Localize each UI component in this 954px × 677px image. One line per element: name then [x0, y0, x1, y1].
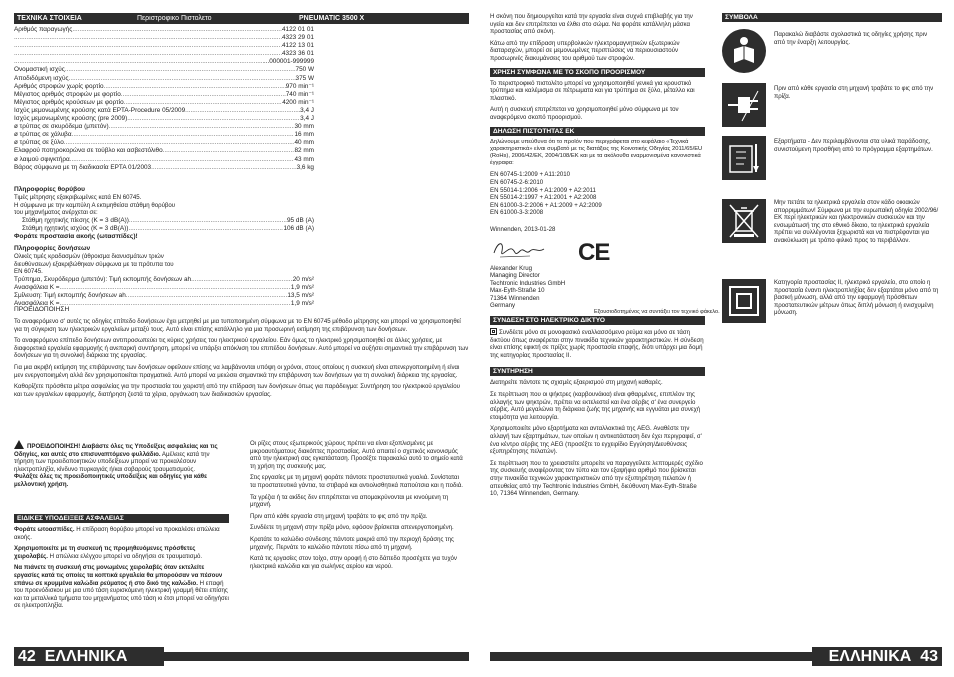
left-footer-label	[14, 647, 164, 666]
signature-icon	[490, 237, 550, 263]
spec-value: 30 mm	[294, 123, 314, 131]
symbol-weee	[722, 199, 942, 271]
spec-row	[14, 107, 314, 115]
intended-use-text: Αυτή η συσκευή επιτρέπεται να χρησιμοποιηθεί μόνο σύμφωνα με τον αναφερόμενο σκοπό προορισμού.	[490, 106, 679, 121]
page-number-left: 42	[18, 648, 36, 665]
spec-label: Ονομαστική ισχύς	[14, 66, 65, 74]
spec-row	[14, 99, 314, 107]
read-manual-icon	[722, 29, 766, 73]
spec-value: 740 min⁻¹	[285, 90, 314, 98]
right-column-1	[490, 13, 720, 498]
safety-warning-text: Αμέλειες κατά την τήρηση των προειδοποιητικών υποδείξεων μπορεί να προκαλέσουν ηλεκτροπληξία, κίνδυνο πυρκαγιάς ή/και σοβαρούς τραυματισμούς.	[14, 450, 210, 473]
safety-para: Κρατάτε το καλώδιο σύνδεσης πάντοτε μακριά από την περιοχή δράσης της μηχανής. Περνάτε το καλώδιο πάντοτε πίσω από τη μηχανή.	[250, 535, 454, 551]
leader-dots	[14, 50, 282, 58]
company-city: 71364 Winnenden	[490, 294, 540, 302]
ear-protection-note: Φοράτε προστασία ακοής (ωτασπίδες)!	[14, 233, 138, 241]
spec-label: ø τρύπας σε σκυρόδεμα (μπετόν)	[14, 123, 109, 131]
maintenance-header: ΣΥΝΤΗΡΗΣΗ	[490, 367, 705, 376]
spec-value: 4200 min⁻¹	[282, 98, 314, 106]
leader-dots	[121, 91, 286, 99]
spec-value: 4122 13 01	[282, 42, 314, 50]
insulated-grip-text: Η επαφή του προενόδισκου με μια υπό τάση ευρισκόμενη ηλεκτρική γραμμή θέτει επίσης και τα μεταλλικά τμήματα του μηχανήματος υπό τάση κι έτσι μπορεί να οδηγήσει σε ηλεκτροπληξία.	[14, 579, 229, 610]
declaration-place-date: Winnenden, 2013-01-28	[490, 225, 556, 233]
signer-title: Managing Director	[490, 272, 540, 280]
noise-title: Πληροφορίες θορύβου	[14, 186, 86, 193]
standards-list	[490, 171, 705, 217]
unplug-text: Πριν από κάθε εργασία στη μηχανή τραβάτε το φις από την πρίζα.	[774, 85, 934, 100]
page-number-right: 43	[920, 648, 938, 665]
safety-para: Τα γρέζια ή τα ακίδες δεν επιτρέπεται να απομακρύνονται με κινούμενη τη μηχανή.	[250, 493, 449, 509]
company-country: Germany	[490, 302, 516, 310]
safety-para: Κατά τις εργασίες στον τοίχο, στην οροφή ή στο δάπεδο προσέχετε για τυχόν ηλεκτρικά καλώδια και για σωλήνες αερίου και νερού.	[250, 555, 457, 570]
leader-dots	[14, 34, 282, 42]
noise-section	[14, 186, 314, 241]
leader-dots	[163, 147, 295, 155]
spec-table	[14, 26, 314, 172]
spec-label: Ισχύς μεμονωμένης κρούσης κατά EPTA-Procedure 05/2009	[14, 106, 186, 114]
leader-dots	[124, 99, 283, 107]
spec-label: Μέγιστος αριθμός κρούσεων με φορτίο	[14, 98, 124, 106]
safety-para: Πριν από κάθε εργασία στη μηχανή τραβάτε το φις από την πρίζα.	[250, 512, 428, 520]
spec-value: 4122 01 01	[282, 26, 314, 33]
spec-label: Μέγιστος αριθμός στροφών με φορτίο	[14, 90, 121, 98]
authorized-note: Εξουσιοδοτημένος να συντάξει τον τεχνικό φάκελο.	[594, 309, 720, 315]
spec-value: ...000001-999999	[263, 58, 314, 66]
spec-row	[14, 26, 314, 34]
spec-value: 20 m/s²	[292, 275, 314, 283]
standard-item: EN 55014-1:2006 + A1:2009 + A2:2011	[490, 186, 596, 194]
spec-value: 3,4 J	[300, 106, 314, 114]
safety-keep-instructions: Φυλάξτε όλες τις προειδοποιητικές υποδείξεις και οδηγίες για κάθε μελλοντική χρήση.	[14, 473, 207, 488]
spec-row	[14, 115, 314, 123]
leader-dots	[104, 83, 286, 91]
intended-use-text: Το περιστροφικό πιστολέτο μπορεί να χρησιμοποιηθεί γενικά για κρουστικό τρύπημα και καλέμισμα σε πέτρωματα και για τρύπημα σε ξύλο, μέταλλο και πλαστικό.	[490, 79, 695, 102]
ce-declaration-text: Δηλώνουμε υπεύθυνα ότι το προϊόν που περιγράφεται στο κεφάλαιο «Τεχνικά χαρακτηριστικά» είναι συμβατό με τις διατάξεις της Κοινοτικής Οδηγίας 2011/65/EU (RoHs), 2006/42/EK, 2004/108/EK και με τα ακόλουθα εναρμονισμένα κανονιστικά έγγραφα:	[490, 138, 703, 167]
standard-item: EN 55014-2:1997 + A1:2001 + A2:2008	[490, 194, 597, 202]
safety-warning-block	[14, 440, 229, 489]
ce-mark-icon: CE	[578, 238, 610, 266]
warning-para: Το αναφερόμενο επίπεδο δονήσεων αντιπροσωπεύει τις κύριες χρήσεις του ηλεκτρικού εργαλείου. Εάν όμως το ηλεκτρικό χρησιμοποιηθεί σε άλλες χρήσεις, με διαφορετικά εργαλεία εφαρμογής ή ανεπαρκή συντήρηση, μπορεί να υπάρξει απόκλιση του επιπέδου δονήσεων. Αυτό μπορεί να αυξήσει σημαντικά την επιβάρυνση των δονήσεων για τη συνολική διάρκεια της εργασίας.	[14, 337, 469, 360]
safety-warning-bold: ΠΡΟΕΙΔΟΠΟΙΗΣΗ! Διαβάστε όλες τις Υποδείξεις ασφαλείας και τις Οδηγίες, και αυτές στο επισυναπτόμενο φυλλάδιο.	[14, 443, 218, 458]
spec-label: Ελαφρού ποτηροκορώνα σε τούβλο και ασβεστόλιθο	[14, 147, 163, 155]
spec-row	[14, 276, 314, 284]
vibration-title: Πληροφορίες δονήσεων	[14, 245, 91, 252]
spec-row	[14, 42, 314, 50]
spec-value: 43 mm	[294, 155, 314, 163]
mains-text	[490, 328, 705, 359]
spec-label: Τρύπημα, Σκυρόδερμα (μπετόν): Τιμή εκπομπής δονήσεων ah	[14, 275, 192, 283]
spec-row	[14, 164, 314, 172]
spec-label: Αριθμός παραγωγής	[14, 26, 73, 33]
maintenance-text: Σε περίπτωση που οι ψήκτρες (καρβουνάκια) είναι φθαρμένες, επιπλέον της αλλαγής των ψηκτρών, πρέπει να εκτελεστεί και ένα σέρβις σ' ένα συνεργείο σέρβις. Αυτό μεγαλώνει τη διάρκεια ζωής της μηχανής και εγγυάται μια συνεχή ετοιμότητα για λειτουργία.	[490, 391, 701, 421]
symbol-read-manual	[722, 29, 942, 79]
noise-text-1: Τιμές μέτρησης εξακριβωμένες κατά ΕΝ 60745.	[14, 194, 142, 202]
special-safety-list	[14, 526, 229, 610]
symbol-accessory	[722, 136, 942, 186]
mains-text-body: Συνδέετε μόνο σε μονοφασικό εναλλασσόμενο ρεύμα και μόνο σε τάση δικτύου όπως αναφέρεται στην πινακίδα τεχνικών χαρακτηριστικών. Η σύνδεση είναι επίσης εφικτή σε πρίζες χωρίς προστασία επαφής, διότι υπάρχει μια δομή της κατηγορίας προστασίας II.	[490, 329, 704, 359]
leader-dots	[127, 115, 300, 123]
leader-dots	[60, 300, 291, 308]
leader-dots	[72, 26, 282, 34]
hearing-protection-bold: Φοράτε ωτοασπίδες.	[14, 526, 75, 533]
leader-dots	[72, 131, 295, 139]
mains-header: ΣΥΝΔΕΣΗ ΣΤΟ ΗΛΕΚΤΡΙΚΟ ΔΙΚΤΥΟ	[490, 316, 705, 325]
spec-label: ø λαιμού σφιγκτήρα	[14, 155, 70, 163]
spec-value: 3,4 J	[300, 115, 314, 123]
spec-label: Στάθμη ηχητικής ισχύος (K = 3 dB(A))	[22, 224, 129, 232]
spec-label: Βάρος σύμφωνα με τη διαδικασία EPTA 01/2003	[14, 163, 152, 171]
spec-label: ø τρύπας σε ξύλο	[14, 139, 64, 147]
class-ii-text: Κατηγορία προστασίας II, ηλεκτρικό εργαλείο, στο οποίο η προστασία έναντι ηλεκτροπληξίας δεν εξαρτάται μόνο από τη βασική μόνωση, αλλά από την εφαρμογή πρόσθετων προστατευτικών μέτρων όπως διπλή μόνωση ή ενισχυμένη μόνωση.	[774, 279, 939, 317]
maintenance-text: Χρησιμοποιείτε μόνο εξαρτήματα και ανταλλακτικά της AEG. Αναθέστε την αλλαγή των εξαρτημάτων, των οποίων η αντικατάσταση δεν έχει περιγραφεί, σ' ένα κέντρο σέρβις της AEG (προσέξτε το εγχειρίδιο Εγγύηση/Διευθύνσεις εξυπηρέτησης πελατών).	[490, 425, 702, 456]
spec-value: 95 dB (A)	[287, 216, 314, 224]
symbol-class-ii	[722, 279, 942, 339]
warning-para: Για μια ακριβή εκτίμηση της επιβάρυνσης των δονήσεων οφείλουν επίσης να λαμβάνονται υπόψη οι χρόνοι, στους οποίους η συσκευή είναι απενεργοποιημένη ή είναι μεν ενεργοποιημένη αλλά δεν χρησιμοποιείται πραγματικά. Αυτό μπορεί να μειώσει σημαντικά την επιβάρυνση των δονήσεων για τη συνολική διάρκεια της εργασίας.	[14, 363, 460, 379]
spec-value: 1,9 m/s²	[290, 300, 314, 308]
aux-handle-bold: Χρησιμοποιείτε με τη συσκευή τις προμηθευόμενες πρόσθετες χειρολαβές.	[14, 545, 196, 560]
standard-item: EN 60745-1:2009 + A11:2010	[490, 171, 571, 179]
class-ii-small-icon	[490, 328, 497, 335]
spec-label: Ανασφάλεια K =	[14, 283, 60, 291]
spec-row	[14, 292, 314, 300]
spec-header-model-type: Περιστροφικο Πιστολετο	[137, 15, 212, 22]
vibration-section	[14, 245, 314, 308]
emc-note: Κάτω από την επίδραση υπερβολικών ηλεκτρομαγνητικών εξωτερικών διαταραχών, μπορεί σε μεμονωμένες περιπτώσεις να περιουσιαστούν προσωρινές διακυμάνσεις του αριθμού των στροφών.	[490, 39, 680, 62]
intended-use-header: ΧΡΗΣΗ ΣΥΜΦΩΝΑ ΜΕ ΤΟ ΣΚΟΠΟ ΠΡΟΟΡΙΣΜΟΥ	[490, 68, 705, 77]
spec-value: 40 mm	[294, 139, 314, 147]
spec-row	[14, 66, 314, 74]
vibration-rows	[14, 276, 314, 308]
symbols-header: ΣΥΜΒΟΛΑ	[722, 13, 942, 22]
warning-triangle-icon	[14, 440, 24, 449]
spec-label: Ανασφάλεια K =	[14, 300, 60, 308]
vibration-text-2: διευθύνσεων) εξακριβώθηκαν σύμφωνα με τα πρότυπα του	[14, 260, 174, 268]
spec-value: 106 dB (A)	[283, 224, 314, 232]
leader-dots	[151, 164, 296, 172]
class-ii-icon	[722, 279, 766, 323]
noise-text-3: του μηχανήματος ανέρχεται σε:	[14, 209, 98, 217]
spec-value: 4323 29 01	[282, 34, 314, 42]
spec-value: 4323 36 01	[282, 50, 314, 58]
standard-item: EN 61000-3-3:2008	[490, 209, 544, 217]
spec-label: Αριθμός στροφών χωρίς φορτίο	[14, 82, 104, 90]
read-manual-text: Παρακαλώ διαβάστε σχολαστικά τις οδηγίες χρήσης πριν από την έναρξη λειτουργίας.	[774, 31, 928, 46]
spec-value: 3,6 kg	[296, 163, 314, 171]
spec-value: 970 min⁻¹	[285, 82, 314, 90]
safety-para: Στις εργασίες με τη μηχανή φοράτε πάντοτε προστατευτικά γυαλιά. Συνίσταται τα προστατευτικά γάντια, τα στιβαρά και αντιολισθητικά παπούτσια και η ποδιά.	[250, 474, 463, 489]
spec-label: ø τρύπας σε χάλυβα	[14, 131, 72, 139]
right-footer	[490, 647, 942, 666]
safety-para: Οι ρίζες στους εξωτερικούς χώρους πρέπει να είναι εξοπλισμένες με μικροαυτόματους διακόπτες προστασίας. Αυτό απαιτεί ο σχετικός κανονισμός από την ηλεκτρική σας εγκατάσταση. Προσέξτε παρακαλώ αυτό το σημείο κατά τη χρήση της συσκευής μας.	[250, 440, 463, 470]
ce-declaration-header: ΔΗΛΩΣΗ ΠΙΣΤΟΤΗΤΑΣ ΕΚ	[490, 127, 705, 136]
spec-label: Ισχύς μεμονωμένης κρούσης (pre 2009)	[14, 115, 128, 123]
spec-label: Σμίλευση: Τιμή εκπομπής δονήσεων ah	[14, 292, 126, 300]
spec-row	[14, 34, 314, 42]
unplug-icon	[722, 83, 766, 127]
maintenance-text: Διατηρείτε πάντοτε τις σχισμές εξαερισμού στη μηχανή καθαρές.	[490, 379, 663, 387]
noise-text-2: Η σύμφωνα με την καμπύλη Α εκτιμηθείσα στάθμη θορύβου	[14, 201, 176, 209]
language-label-left: ΕΛΛΗΝΙΚΑ	[44, 648, 128, 665]
spec-row	[14, 284, 314, 292]
signer-name: Alexander Krug	[490, 264, 533, 272]
leader-dots	[126, 292, 288, 300]
safety-para: Συνδέετε τη μηχανή στην πρίζα μόνο, εφόσον βρίσκεται απενεργοποιημένη.	[250, 524, 454, 532]
spec-label: Στάθμη ηχητικής πίεσης (K = 3 dB(A))	[22, 216, 129, 224]
spec-row	[14, 147, 314, 155]
warning-para: Το αναφερόμενο σ' αυτές τις οδηγίες επίπεδο δονήσεων έχει μετρηθεί με μια τυποποιημένη σύμφωνα με το EN 60745 μέθοδο μέτρησης και μπορεί να χρησιμοποιηθεί για τη σύγκριση των ηλεκτρικών εργαλείων μεταξύ τους. Αυτό είναι επίσης κατάλληλο για μια προσωρινή εκτίμηση της επιβάρυνση των δονήσεων.	[14, 318, 461, 333]
language-label-right: ΕΛΛΗΝΙΚΑ	[828, 648, 912, 665]
spec-row	[14, 75, 314, 83]
leader-dots	[191, 276, 293, 284]
weee-text: Μην πετάτε τα ηλεκτρικά εργαλεία στον κάδο οικιακών απορριμμάτων! Σύμφωνα με την ευρωπαϊκή οδηγία 2002/96/ΕΚ περί ηλεκτρικών και ηλεκτρονικών συσκευών και την ενσωμάτωσή της στο εθνικό δίκαιο, τα ηλεκτρικά εργαλεία πρέπει να συλλέγονται ξεχωριστά και να πιστρέφονται για ανακύκλωση με τρόπο φιλικό προς το περιβάλλον.	[774, 199, 939, 244]
leader-dots	[185, 107, 300, 115]
special-safety-header: ΕΙΔΙΚΕΣ ΥΠΟΔΕΙΞΕΙΣ ΑΣΦΑΛΕΙΑΣ	[14, 514, 229, 523]
left-footer	[14, 647, 469, 666]
company-street: Max-Eyth-Straße 10	[490, 287, 545, 295]
spec-value: 13,5 m/s²	[287, 292, 314, 300]
leader-dots	[129, 217, 287, 225]
leader-dots	[109, 123, 295, 131]
maintenance-text: Σε περίπτωση που το χρειαστείτε μπορείτε να παραγγείλετε λεπτομερές σχέδιο της συσκευής αναφέροντας τον τύπο και τον εξαψήφιο αριθμό που βρίσκεται στην πινακίδα τεχνικών χαρακτηριστικών από την εξυπηρέτηση πελατών ή απευθείας από την Techtronic Industries GmbH, διεύθυνση Max-Eyth-Straße 10, 71364 Winnenden, Germany.	[490, 459, 703, 498]
dust-note: Η σκόνη που δημιουργείται κατά την εργασία είναι συχνά επιβλαβής για την υγεία και δεν επιτρέπεται να έλθει στο σώμα. Να φοράτε κατάλληλη μάσκα προστασίας από σκόνη.	[490, 13, 693, 36]
accessory-text: Εξαρτήματα - Δεν περιλαμβάνονται στα υλικά παράδοσης, συνιστούμενη προσθήκη από το πρόγραμμα εξαρτημάτων.	[774, 138, 933, 153]
spec-value: 16 mm	[294, 131, 314, 139]
spec-row	[14, 50, 314, 58]
spec-row	[22, 217, 314, 225]
hearing-protection-text: Η επίδραση θορύβου μπορεί να προκαλέσει απώλεια ακοής.	[14, 526, 220, 541]
standard-item: EN 60745-2-6:2010	[490, 178, 544, 186]
leader-dots	[128, 225, 283, 233]
left-page	[14, 13, 469, 663]
symbols-column	[722, 13, 942, 317]
aux-handle-text: Η απώλεια ελέγχου μπορεί να οδηγήσει σε τραυματισμό.	[47, 552, 203, 560]
symbol-unplug	[722, 83, 942, 133]
spec-header-model: PNEUMATIC 3500 X	[299, 15, 365, 22]
spec-row	[14, 83, 314, 91]
spec-value: 82 mm	[294, 147, 314, 155]
company-name: Techtronic Industries GmbH	[490, 279, 566, 287]
noise-rows	[14, 217, 314, 233]
warning-title: ΠΡΟΕΙΔΟΠΟΙΗΣΗ	[14, 306, 70, 313]
standard-item: EN 61000-3-2:2006 + A1:2009 + A2:2009	[490, 201, 602, 209]
spec-value: 750 W	[295, 66, 314, 74]
left-column-2	[250, 440, 465, 574]
leader-dots	[60, 284, 291, 292]
insulated-grip-bold: Να πιάνετε τη συσκευή στις μονωμένες χειρολαβές όταν εκτελείτε εργασίες κατά τις οποίες τα κοπτικά εργαλεία θα μπορούσαν να πέσουν επάνω σε κρυμμένα καλώδια ρεύματος ή στο δικό της καλώδιο.	[14, 564, 223, 587]
spec-header-title: ΤΕΧΝΙΚΑ ΣΤΟΙΧΕΙΑ	[17, 15, 82, 22]
warning-para: Καθορίζετε πρόσθετα μέτρα ασφαλείας για την προστασία του χειριστή από την επίδραση των δονήσεων όπως για παράδειγμα: Συντήρηση του ηλεκτρικού εργαλείου και των εργαλείων εφαρμογής, διατήρηση ζεστά τα χέρια, οργάνωση των διαδικασιών εργασίας.	[14, 383, 460, 398]
leader-dots	[65, 66, 296, 74]
spec-value: 1,9 m/s²	[290, 283, 314, 291]
warning-paragraphs	[14, 318, 469, 398]
right-page	[490, 13, 942, 643]
spec-value: 375 W	[295, 74, 314, 82]
right-footer-label	[812, 647, 942, 666]
weee-bin-icon	[722, 199, 766, 243]
vibration-text-1: Ολικές τιμές κραδασμών (άθροισμα διανυσμάτων τριών	[14, 253, 164, 261]
spec-row	[14, 156, 314, 164]
leader-dots	[70, 156, 295, 164]
spec-row	[22, 225, 314, 233]
spec-row	[14, 123, 314, 131]
spec-header	[14, 13, 469, 24]
vibration-text-3: EN 60745.	[14, 268, 43, 276]
accessory-icon	[722, 136, 766, 180]
spec-row	[14, 91, 314, 99]
spec-label: Αποδιδόμενη ισχύς	[14, 74, 69, 82]
leader-dots	[69, 75, 296, 83]
leader-dots	[14, 42, 282, 50]
